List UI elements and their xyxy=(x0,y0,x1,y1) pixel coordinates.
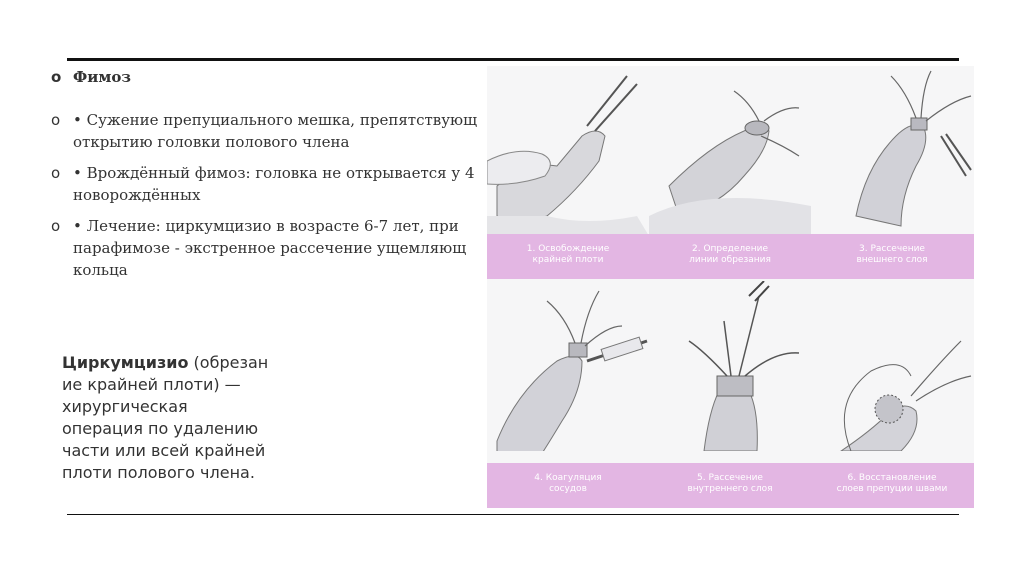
surgery-steps-figure xyxy=(487,66,974,508)
caption-line: слоев препуции швами xyxy=(836,484,948,494)
bullet-text-cont2: кольца xyxy=(73,261,128,279)
caption-line: 6. Восстановление xyxy=(847,473,937,483)
step-6-illustration xyxy=(811,281,973,451)
note-line: операция по удалению xyxy=(62,419,259,438)
top-divider xyxy=(67,58,959,61)
bullet-marker: o xyxy=(51,217,61,235)
caption-line: 2. Определение xyxy=(692,244,768,254)
caption-line: внутреннего слоя xyxy=(687,484,773,494)
step-3-illustration xyxy=(811,66,973,236)
step-1-illustration xyxy=(487,66,649,236)
caption-line: 3. Рассечение xyxy=(859,244,925,254)
bullet-text: • Врождённый фимоз: головка не открывается у 4 xyxy=(73,164,475,182)
caption-line: 4. Коагуляция xyxy=(534,473,602,483)
step-4-caption xyxy=(487,473,649,495)
step-2-caption xyxy=(649,244,811,266)
note-line: ие крайней плоти) — xyxy=(62,375,241,394)
bullet-text: • Сужение препуциального мешка, препятствующ xyxy=(73,111,478,129)
bullet-text-cont: открытию головки полового члена xyxy=(73,133,350,151)
step-5-caption xyxy=(649,473,811,495)
step-1-caption xyxy=(487,244,649,266)
caption-line: 5. Рассечение xyxy=(697,473,763,483)
step-4-illustration xyxy=(487,281,649,451)
bullet-text-cont: парафимозе - экстренное рассечение ущемляющ xyxy=(73,239,467,257)
step-3-caption xyxy=(811,244,973,266)
bullet-title xyxy=(51,66,491,88)
bullet-text: • Лечение: циркумцизио в возрасте 6-7 лет, при xyxy=(73,217,459,235)
bullet-item-congenital xyxy=(51,162,491,206)
note-line: плоти полового члена. xyxy=(62,463,255,482)
caption-line: линии обрезания xyxy=(689,255,771,265)
caption-line: внешнего слоя xyxy=(856,255,928,265)
bullet-text-cont: новорождённых xyxy=(73,186,201,204)
bullet-marker: o xyxy=(51,68,62,86)
step-5-illustration xyxy=(649,281,811,451)
bullet-marker: o xyxy=(51,111,61,129)
bullet-list xyxy=(51,66,491,290)
bullet-marker: o xyxy=(51,164,61,182)
note-line: части или всей крайней xyxy=(62,441,266,460)
caption-line: крайней плоти xyxy=(532,255,604,265)
step-6-caption xyxy=(811,473,973,495)
bullet-item-narrowing xyxy=(51,109,491,153)
caption-line: 1. Освобождение xyxy=(526,244,610,254)
bullet-item-treatment xyxy=(51,215,491,281)
step-2-illustration xyxy=(649,66,811,236)
note-line: хирургическая xyxy=(62,397,188,416)
definition-note xyxy=(62,352,287,484)
bottom-divider xyxy=(67,514,959,515)
bullet-title-text: Фимоз xyxy=(73,68,131,86)
caption-line: сосудов xyxy=(549,484,587,494)
note-text: (обрезан xyxy=(188,353,269,372)
note-term: Циркумцизио xyxy=(62,353,189,372)
